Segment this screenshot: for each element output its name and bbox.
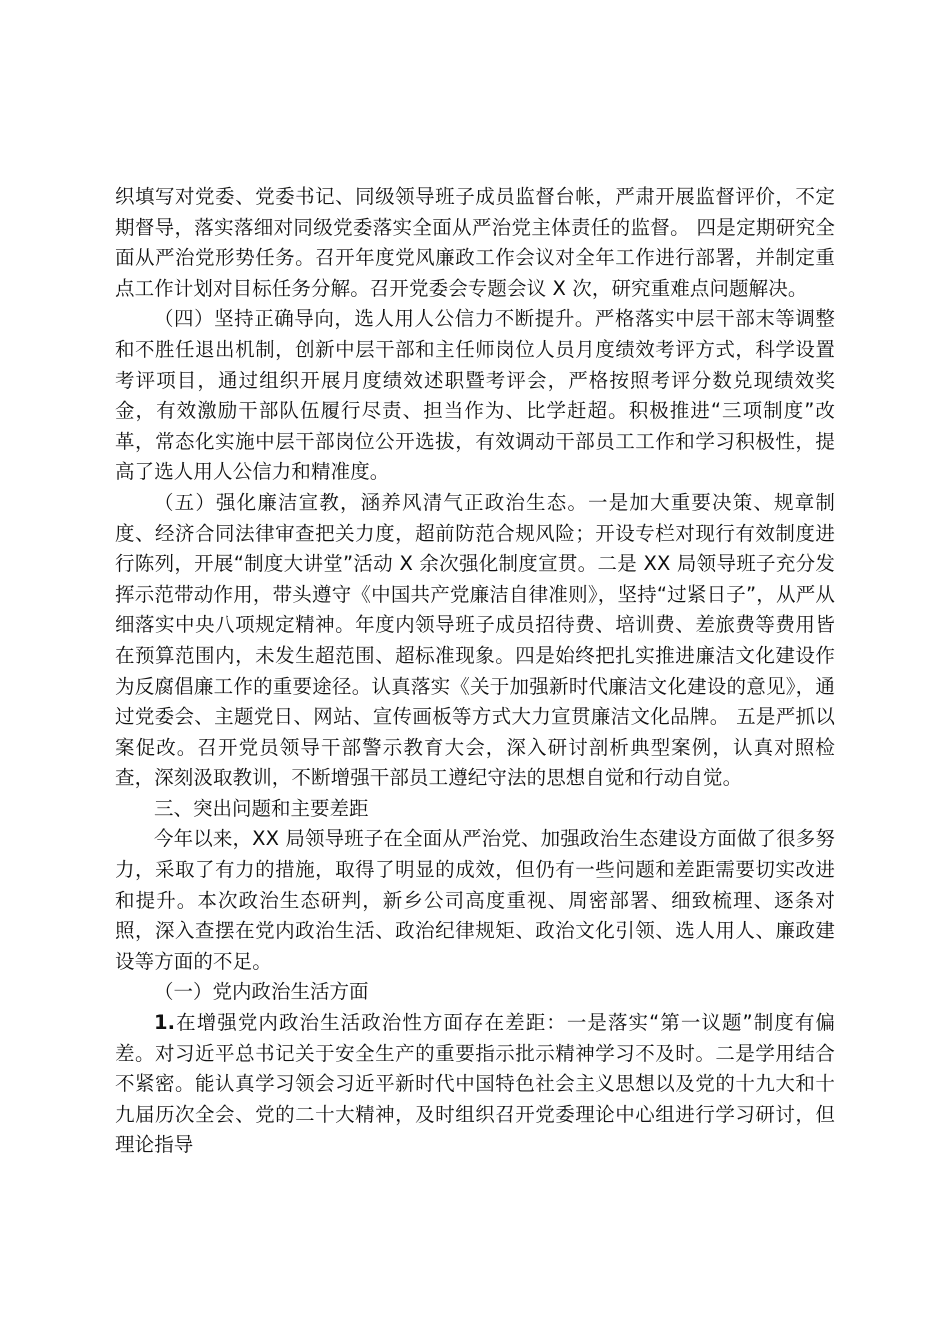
paragraph-section-five: （五）强化廉洁宣教，涵养风清气正政治生态。一是加大重要决策、规章制度、经济合同法律审查把关力度，超前防范合规风险；开设专栏对现行有效制度进行陈列，开展“制度大讲堂”活动 X 余次强化制度宣贯。二是 XX 局领导班子充分发挥示范带动作用，带头遵守《中国共产党廉洁自律准则》，坚持“过紧日子”，从严从细落实中央八项规定精神。年度内领导班子成员招待费、培训费、差旅费等费用皆在预算范围内，未发生超范围、超标准现象。四是始终把扎实推进廉洁文化建设作为反腐倡廉工作的重要途径。认真落实《关于加强新时代廉洁文化建设的意见》，通过党委会、主题党日、网站、宣传画板等方式大力宣贯廉洁文化品牌。 五是严抓以案促改。召开党员领导干部警示教育大会，深入研讨剖析典型案例，认真对照检查，深刻汲取教训，不断增强干部员工遵纪守法的思想自觉和行动自觉。 — [115, 490, 835, 790]
heading-problems-and-gaps: 三、突出问题和主要差距 — [154, 796, 369, 820]
paragraph-section-four: （四）坚持正确导向，选人用人公信力不断提升。严格落实中层干部末等调整和不胜任退出机制，创新中层干部和主任师岗位人员月度绩效考评方式，科学设置考评项目，通过组织开展月度绩效述职暨考评会，严格按照考评分数兑现绩效奖金，有效激励干部队伍履行尽责、担当作为、比学赶超。积极推进“三项制度”改革，常态化实施中层干部岗位公开选拔，有效调动干部员工工作和学习积极性，提高了选人用人公信力和精准度。 — [115, 307, 835, 484]
heading-party-political-life: （一）党内政治生活方面 — [154, 980, 369, 1004]
document-page — [115, 182, 835, 1161]
paragraph-oversight-continued: 织填写对党委、党委书记、同级领导班子成员监督台帐，严肃开展监督评价，不定期督导，落实落细对同级党委落实全面从严治党主体责任的监督。 四是定期研究全面从严治党形势任务。召开年度党风廉政工作会议对全年工作进行部署，并制定重点工作计划对目标任务分解。召开党委会专题会议 X 次，研究重难点问题解决。 — [115, 185, 835, 300]
item-one-text: 在增强党内政治生活政治性方面存在差距：一是落实“第一议题”制度有偏差。对习近平总书记关于安全生产的重要指示批示精神学习不及时。二是学用结合不紧密。能认真学习领会习近平新时代中国特色社会主义思想以及党的十九大和十九届历次全会、党的二十大精神，及时组织召开党委理论中心组进行学习研讨，但理论指导 — [115, 1011, 835, 1157]
paragraph-problems-intro: 今年以来，XX 局领导班子在全面从严治党、加强政治生态建设方面做了很多努力，采取了有力的措施，取得了明显的成效，但仍有一些问题和差距需要切实改进和提升。本次政治生态研判，新乡公司高度重视、周密部署、细致梳理、逐条对照，深入查摆在党内政治生活、政治纪律规矩、政治文化引领、选人用人、廉政建设等方面的不足。 — [115, 827, 835, 973]
paragraph-item-one — [115, 1008, 835, 1161]
item-number: 1. — [154, 1011, 176, 1035]
